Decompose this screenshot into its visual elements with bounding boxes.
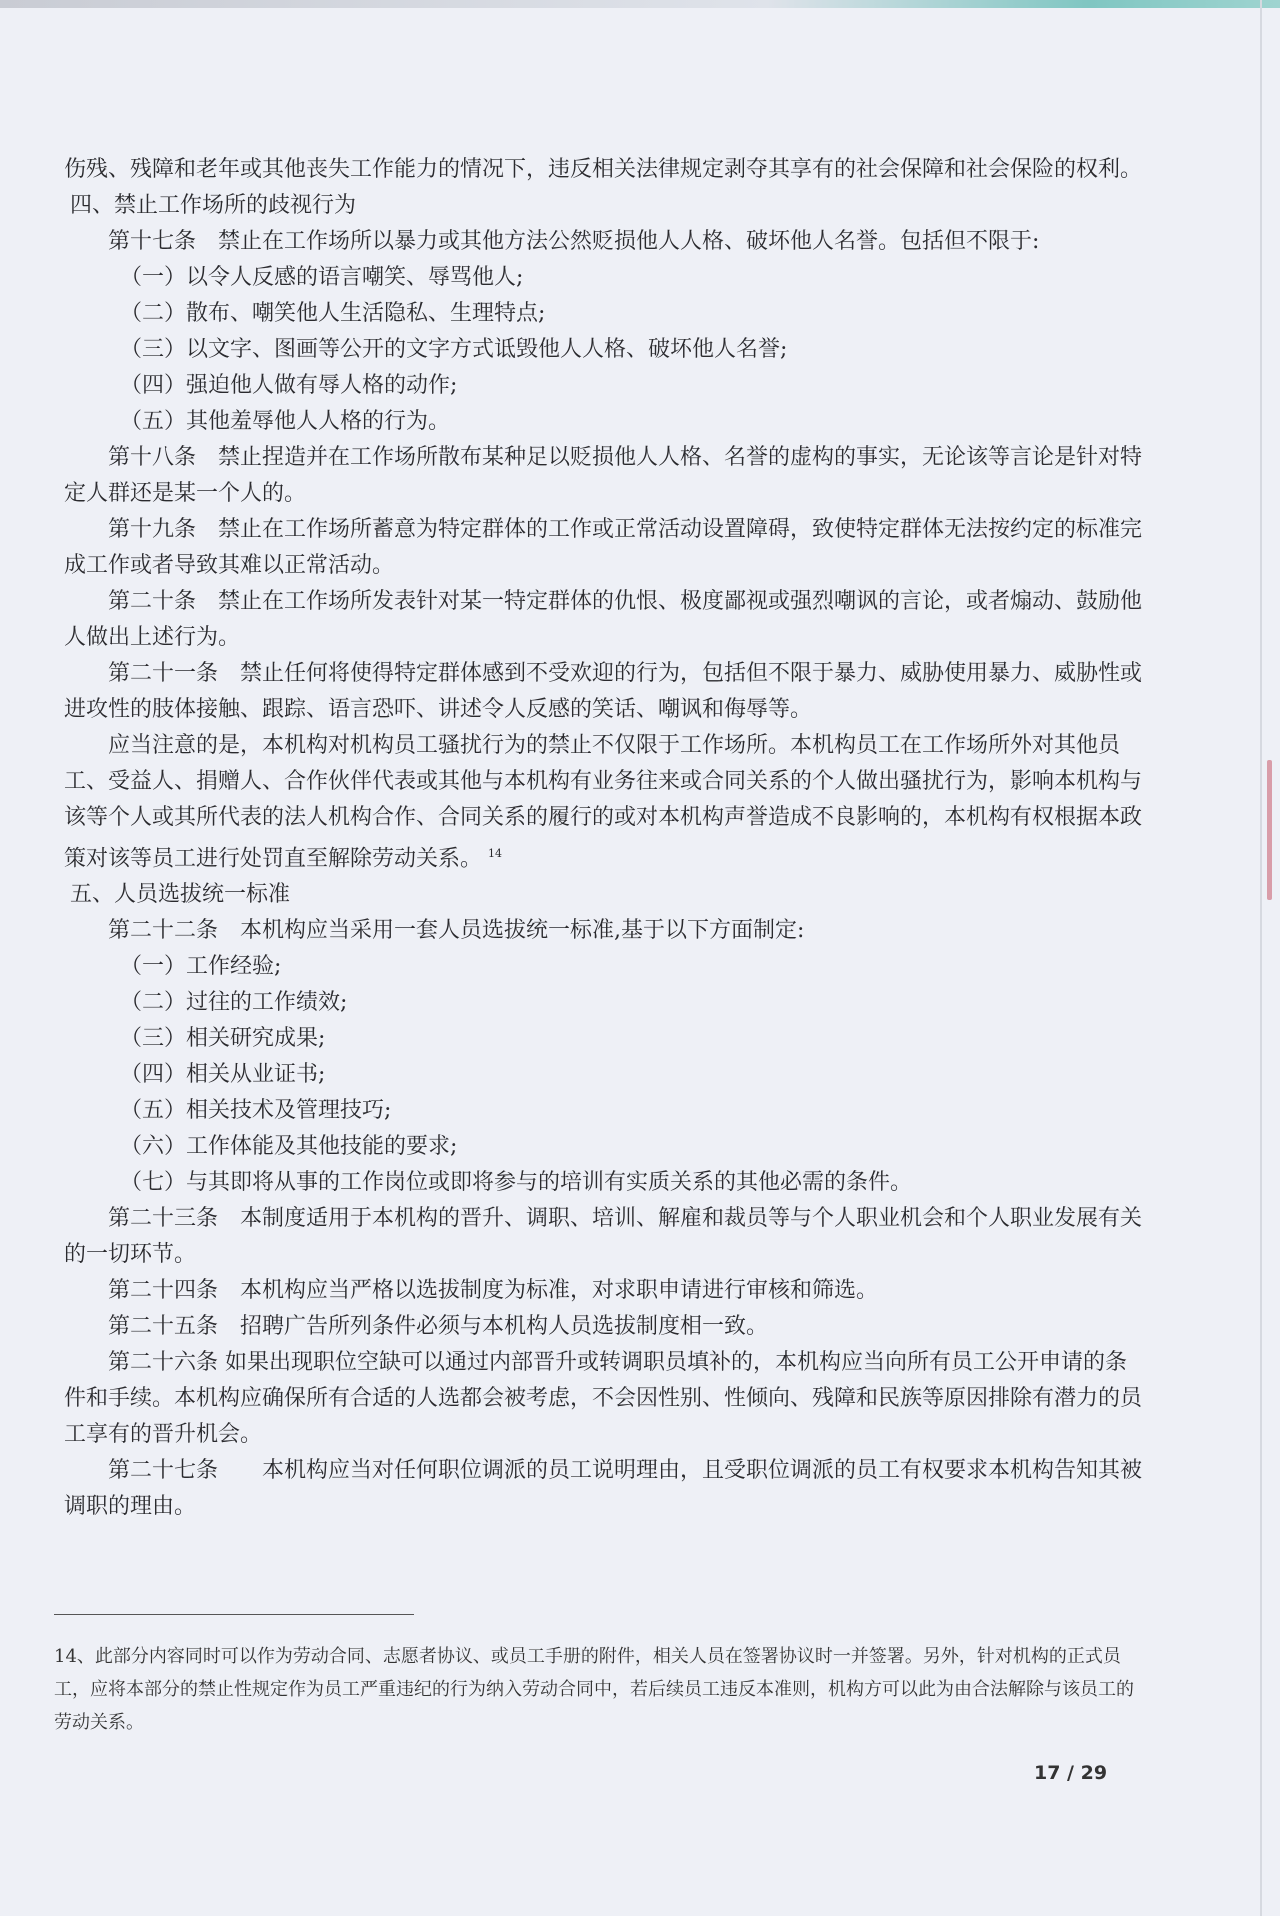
note-paragraph-text: 应当注意的是，本机构对机构员工骚扰行为的禁止不仅限于工作场所。本机构员工在工作场所外对其他员工、受益人、捐赠人、合作伙伴代表或其他与本机构有业务往来或合同关系的个人做出骚扰行为，影响本机构与该等个人或其所代表的法人机构合作、合同关系的履行的或对本机构声誉造成不良影响的，本机构有权根据本政策对该等员工进行处罚直至解除劳动关系。 xyxy=(64,733,1143,872)
article-22: 第二十二条 本机构应当采用一套人员选拔统一标准,基于以下方面制定: xyxy=(108,918,805,944)
article-19: 第十九条 禁止在工作场所蓄意为特定群体的工作或正常活动设置障碍，致使特定群体无法按约定的标准完成工作或者导致其难以正常活动。 xyxy=(64,517,1143,578)
article-22-item: （五）相关技术及管理技巧; xyxy=(120,1098,392,1124)
page-number: 17 / 29 xyxy=(1034,1762,1108,1784)
article-24: 第二十四条 本机构应当严格以选拔制度为标准，对求职申请进行审核和筛选。 xyxy=(108,1278,879,1304)
binding-mark xyxy=(1267,760,1272,900)
continuation-paragraph: 伤残、残障和老年或其他丧失工作能力的情况下，违反相关法律规定剥夺其享有的社会保障和社会保险的权利。 xyxy=(64,157,1143,182)
section-5-title: 五、人员选拔统一标准 xyxy=(70,882,291,908)
note-paragraph xyxy=(64,728,1144,877)
article-27: 第二十七条 本机构应当对任何职位调派的员工说明理由，且受职位调派的员工有权要求本机构告知其被调职的理由。 xyxy=(64,1458,1143,1520)
page-edge xyxy=(1260,0,1262,1916)
article-22-item: （七）与其即将从事的工作岗位或即将参与的培训有实质关系的其他必需的条件。 xyxy=(120,1170,913,1196)
footnote-divider xyxy=(54,1614,414,1615)
document-body xyxy=(64,152,1144,1525)
article-17-item: （五）其他羞辱他人人格的行为。 xyxy=(120,409,451,434)
article-18: 第十八条 禁止捏造并在工作场所散布某种足以贬损他人人格、名誉的虚构的事实，无论该等言论是针对特定人群还是某一个人的。 xyxy=(64,445,1143,506)
article-22-item: （三）相关研究成果; xyxy=(120,1026,326,1052)
footnote-reference[interactable]: 14 xyxy=(488,847,503,860)
article-22-item: （二）过往的工作绩效; xyxy=(120,990,348,1016)
article-25: 第二十五条 招聘广告所列条件必须与本机构人员选拔制度相一致。 xyxy=(108,1314,769,1340)
article-26: 第二十六条 如果出现职位空缺可以通过内部晋升或转调职员填补的，本机构应当向所有员工公开申请的条件和手续。本机构应确保所有合适的人选都会被考虑，不会因性别、性倾向、残障和民族等原因排除有潜力的员工享有的晋升机会。 xyxy=(64,1350,1143,1448)
article-22-item: （一）工作经验; xyxy=(120,954,282,980)
article-17-item: （一）以令人反感的语言嘲笑、辱骂他人; xyxy=(120,265,524,290)
article-17-item: （三）以文字、图画等公开的文字方式诋毁他人人格、破坏他人名誉; xyxy=(120,337,788,362)
article-17-item: （四）强迫他人做有辱人格的动作; xyxy=(120,373,458,398)
scan-edge-top xyxy=(0,0,1280,8)
article-22-item: （六）工作体能及其他技能的要求; xyxy=(120,1134,458,1160)
section-4-title: 四、禁止工作场所的歧视行为 xyxy=(70,193,357,218)
article-22-item: （四）相关从业证书; xyxy=(120,1062,326,1088)
article-20: 第二十条 禁止在工作场所发表针对某一特定群体的仇恨、极度鄙视或强烈嘲讽的言论，或者煽动、鼓励他人做出上述行为。 xyxy=(64,589,1143,650)
article-21: 第二十一条 禁止任何将使得特定群体感到不受欢迎的行为，包括但不限于暴力、威胁使用暴力、威胁性或进攻性的肢体接触、跟踪、语言恐吓、讲述令人反感的笑话、嘲讽和侮辱等。 xyxy=(64,661,1143,722)
article-17-item: （二）散布、嘲笑他人生活隐私、生理特点; xyxy=(120,301,546,326)
article-23: 第二十三条 本制度适用于本机构的晋升、调职、培训、解雇和裁员等与个人职业机会和个人职业发展有关的一切环节。 xyxy=(64,1206,1143,1268)
article-17: 第十七条 禁止在工作场所以暴力或其他方法公然贬损他人人格、破坏他人名誉。包括但不限于: xyxy=(108,229,1040,254)
footnote-14: 14、此部分内容同时可以作为劳动合同、志愿者协议、或员工手册的附件，相关人员在签署协议时一并签署。另外，针对机构的正式员工，应将本部分的禁止性规定作为员工严重违纪的行为纳入劳动合同中，若后续员工违反本准则，机构方可以此为由合法解除与该员工的劳动关系。 xyxy=(54,1646,1134,1733)
